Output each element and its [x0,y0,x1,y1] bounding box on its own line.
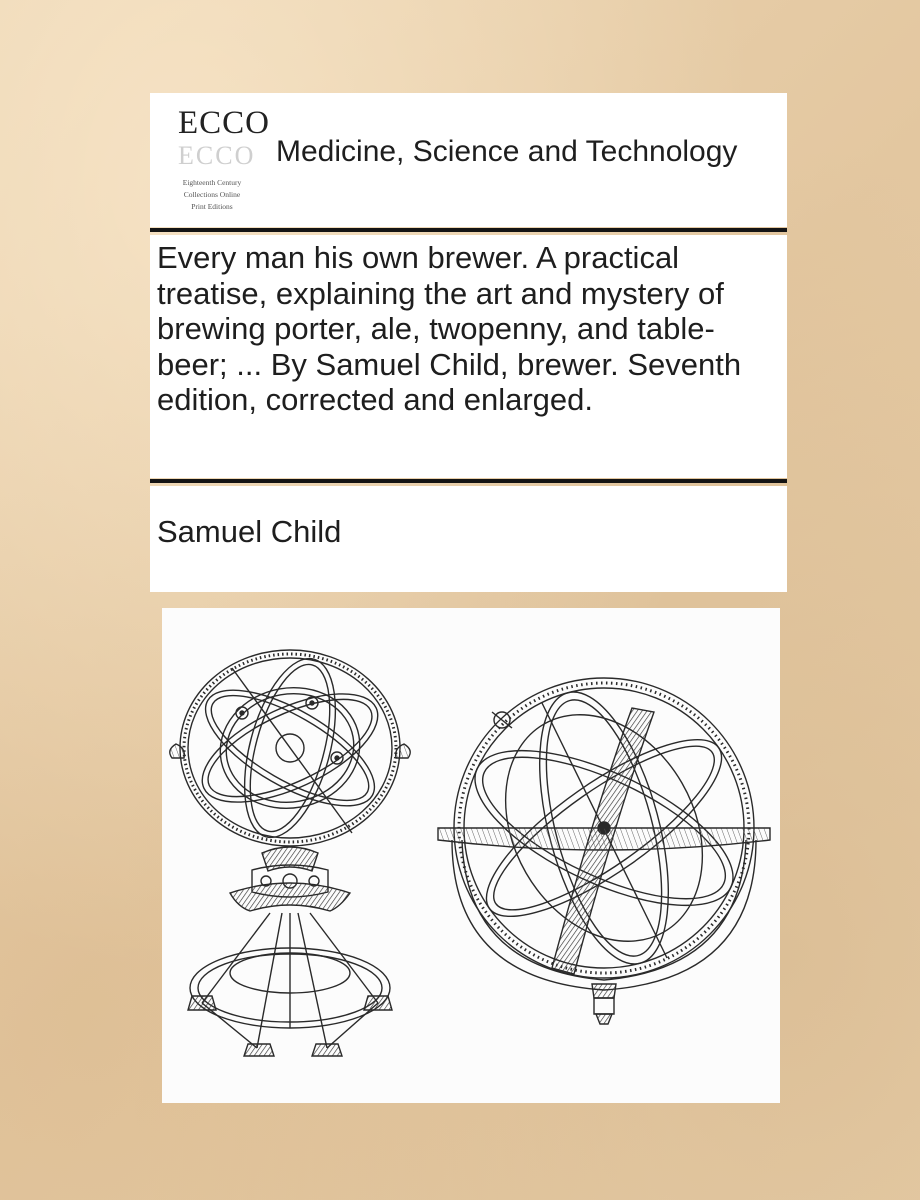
series-name: Medicine, Science and Technology [276,135,738,168]
armillary-sphere-in-bowl-icon [438,678,770,1024]
title-panel [150,235,787,478]
author-name: Samuel Child [157,514,342,549]
logo-wordmark-reflection: ECCO [178,141,256,170]
cover-illustration [162,608,780,1103]
logo-wordmark: ECCO [178,105,271,141]
ecco-logo [162,103,271,215]
armillary-sphere-on-stand-icon [170,649,411,1056]
logo-caption-line-1: Eighteenth Century [182,178,242,187]
logo-caption-line-3: Print Editions [191,202,233,211]
author-panel [150,486,787,592]
divider-rule [150,228,787,232]
book-title: Every man his own brewer. A practical treatise, explaining the art and mystery of brewing porter, ale, twopenny, and table-beer; ... By Samuel Child, brewer. Seventh edition, corrected and enlarged. [157,240,742,417]
armillary-spheres-engraving [162,608,780,1103]
divider-rule [150,479,787,483]
logo-caption-line-2: Collections Online [183,190,241,199]
header-panel [150,93,787,227]
